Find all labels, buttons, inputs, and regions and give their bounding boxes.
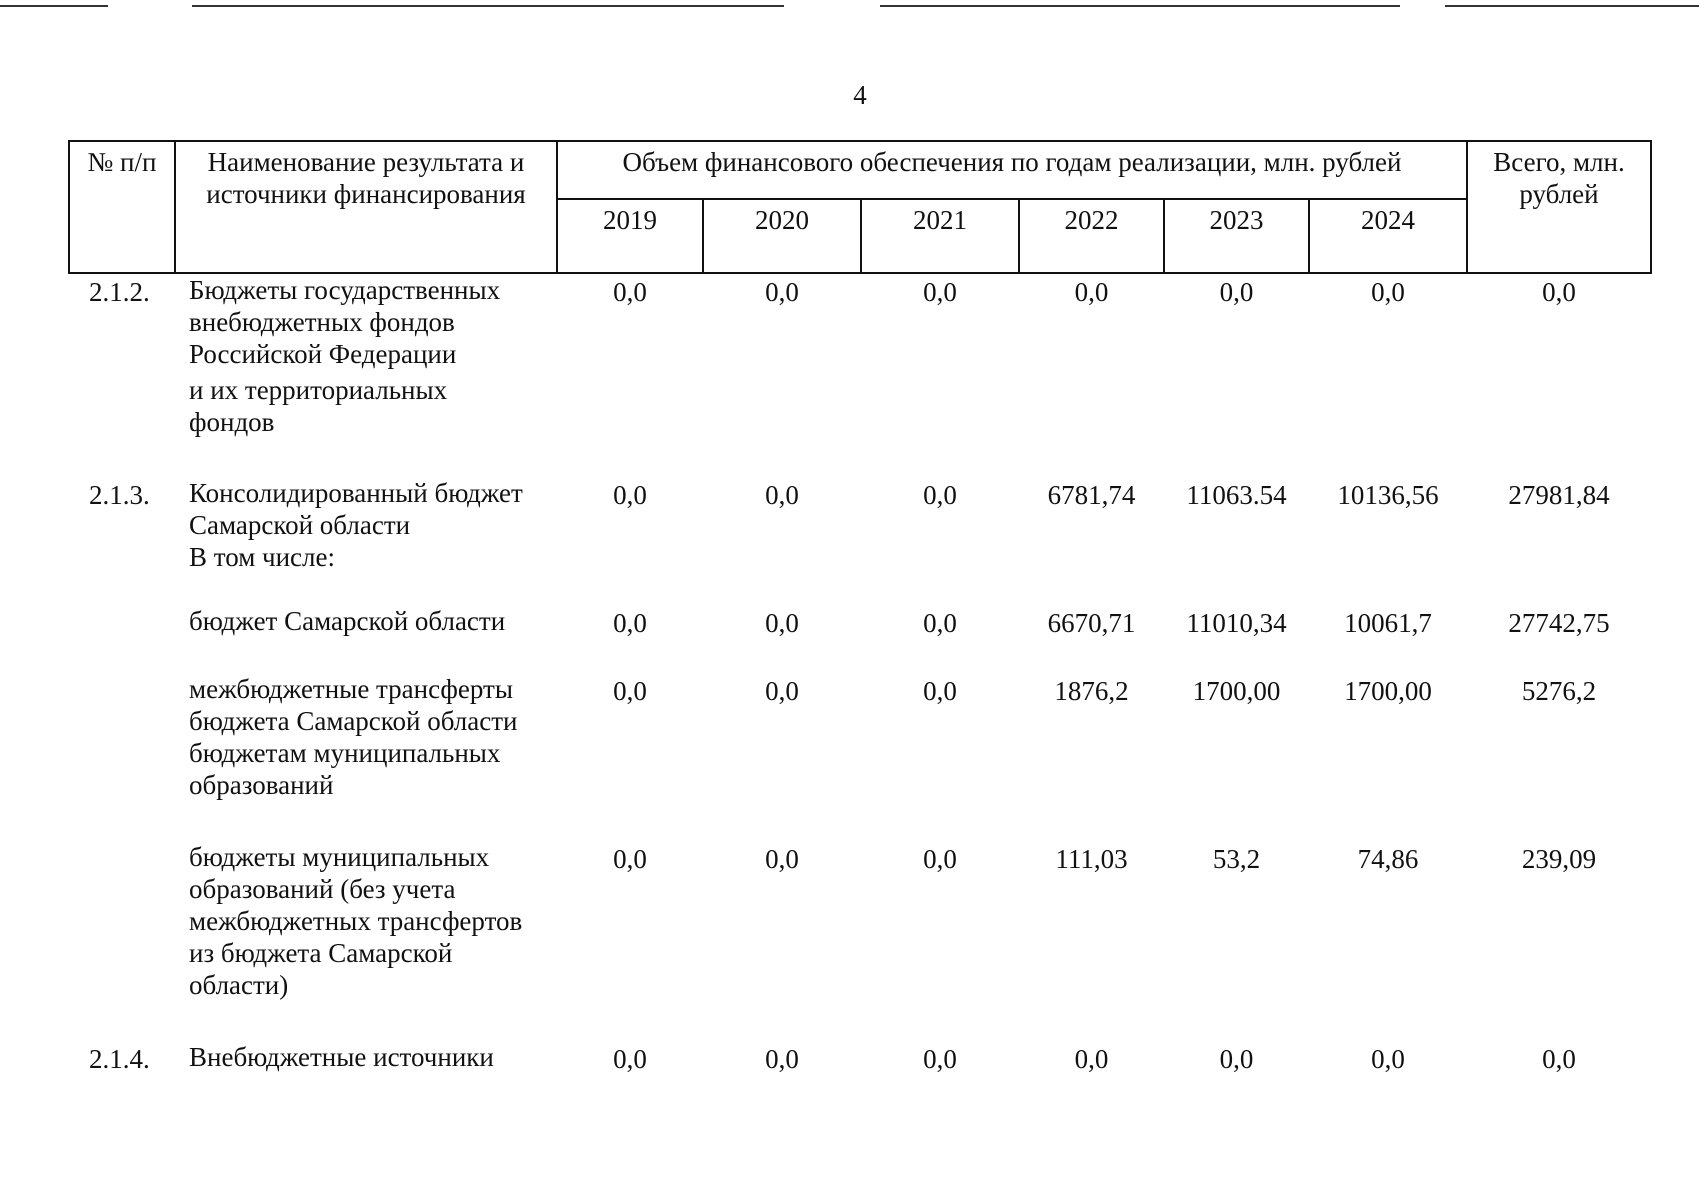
year-value-2023: 0,0 bbox=[1219, 277, 1254, 307]
row-name-line: бюджет Самарской области bbox=[189, 606, 506, 636]
header-total: Всего, млн. рублей bbox=[1467, 141, 1651, 273]
year-value-2022: 6670,71 bbox=[1047, 608, 1136, 638]
header-num: № п/п bbox=[69, 141, 175, 273]
row-name-line: образований (без учета bbox=[189, 874, 456, 904]
year-value-2021: 0,0 bbox=[923, 676, 957, 706]
row-total: 239,09 bbox=[1521, 844, 1597, 874]
row-number: 2.1.3. bbox=[89, 480, 150, 510]
year-value-2021: 0,0 bbox=[923, 608, 957, 638]
row-name-line: фондов bbox=[189, 407, 275, 437]
header-year: 2020 bbox=[703, 199, 861, 273]
row-total: 27981,84 bbox=[1508, 480, 1610, 510]
row-name-line: межбюджетных трансфертов bbox=[189, 906, 523, 936]
row-name bbox=[175, 673, 557, 841]
row-number: 2.1.4. bbox=[89, 1044, 150, 1074]
header-name: Наименование результата и источники финансирования bbox=[175, 141, 557, 273]
year-value-2021: 0,0 bbox=[923, 1044, 957, 1074]
year-value-2020: 0,0 bbox=[765, 480, 799, 510]
row-name-line: бюджеты муниципальных bbox=[189, 842, 490, 872]
table-row bbox=[69, 477, 1651, 605]
row-name bbox=[175, 605, 557, 673]
row-total: 0,0 bbox=[1542, 1044, 1576, 1074]
year-value-2023: 0,0 bbox=[1219, 1044, 1254, 1074]
year-value-2024: 74,86 bbox=[1357, 844, 1419, 874]
year-value-2019: 0,0 bbox=[613, 1044, 647, 1074]
row-number bbox=[69, 605, 175, 673]
table-row bbox=[69, 1041, 1651, 1101]
table-row bbox=[69, 273, 1651, 477]
row-name-line: Бюджеты государственных bbox=[189, 275, 501, 305]
row-name-line: области) bbox=[189, 970, 289, 1000]
year-value-2020: 0,0 bbox=[765, 676, 799, 706]
year-value-2024: 10061,7 bbox=[1344, 608, 1432, 638]
year-value-2019: 0,0 bbox=[613, 844, 647, 874]
year-value-2019: 0,0 bbox=[613, 277, 647, 307]
row-name-line: Консолидированный бюджет bbox=[189, 478, 523, 508]
year-value-2024: 0,0 bbox=[1371, 277, 1405, 307]
financing-table bbox=[68, 140, 1652, 1101]
row-number bbox=[69, 673, 175, 841]
header-year: 2024 bbox=[1309, 199, 1467, 273]
year-value-2022: 6781,74 bbox=[1047, 480, 1136, 510]
year-value-2022: 111,03 bbox=[1055, 844, 1128, 874]
row-name-line: межбюджетные трансферты bbox=[189, 674, 513, 704]
year-value-2023: 11010,34 bbox=[1186, 608, 1287, 638]
year-value-2023: 11063.54 bbox=[1186, 480, 1287, 510]
row-name-line: Внебюджетные источники bbox=[189, 1042, 494, 1072]
header-year: 2019 bbox=[557, 199, 703, 273]
scan-artifact-line bbox=[0, 5, 1699, 8]
header-year: 2023 bbox=[1164, 199, 1309, 273]
table-row bbox=[69, 605, 1651, 673]
year-value-2024: 0,0 bbox=[1371, 1044, 1405, 1074]
year-value-2024: 1700,00 bbox=[1344, 676, 1432, 706]
row-name-line: и их территориальных bbox=[189, 375, 448, 405]
row-name bbox=[175, 1041, 557, 1101]
year-value-2023: 1700,00 bbox=[1192, 676, 1281, 706]
row-number bbox=[69, 841, 175, 1041]
year-value-2019: 0,0 bbox=[613, 676, 647, 706]
table-row bbox=[69, 673, 1651, 841]
row-number: 2.1.2. bbox=[89, 277, 150, 307]
row-name-line: Российской Федерации bbox=[189, 339, 457, 369]
year-value-2024: 10136,56 bbox=[1337, 480, 1439, 510]
row-name bbox=[175, 273, 557, 477]
row-name-line: образований bbox=[189, 770, 334, 800]
header-year: 2022 bbox=[1019, 199, 1164, 273]
year-value-2020: 0,0 bbox=[765, 608, 799, 638]
header-years-group: Объем финансового обеспечения по годам реализации, млн. рублей bbox=[557, 141, 1467, 199]
year-value-2022: 1876,2 bbox=[1054, 676, 1129, 706]
row-total: 5276,2 bbox=[1521, 676, 1597, 706]
row-name-line: В том числе: bbox=[189, 542, 335, 572]
row-total: 27742,75 bbox=[1508, 608, 1610, 638]
row-name-line: бюджета Самарской области bbox=[189, 706, 518, 736]
row-name-line: бюджетам муниципальных bbox=[189, 738, 501, 768]
year-value-2021: 0,0 bbox=[923, 277, 957, 307]
row-name-line: Самарской области bbox=[189, 510, 411, 540]
header-year: 2021 bbox=[861, 199, 1019, 273]
row-total: 0,0 bbox=[1542, 277, 1576, 307]
year-value-2020: 0,0 bbox=[765, 844, 799, 874]
year-value-2021: 0,0 bbox=[923, 844, 957, 874]
year-value-2020: 0,0 bbox=[765, 1044, 799, 1074]
row-name bbox=[175, 477, 557, 605]
year-value-2022: 0,0 bbox=[1074, 1044, 1109, 1074]
year-value-2019: 0,0 bbox=[613, 480, 647, 510]
year-value-2020: 0,0 bbox=[765, 277, 799, 307]
year-value-2023: 53,2 bbox=[1212, 844, 1261, 874]
table-row bbox=[69, 841, 1651, 1041]
row-name bbox=[175, 841, 557, 1041]
year-value-2021: 0,0 bbox=[923, 480, 957, 510]
row-name-line: внебюджетных фондов bbox=[189, 307, 455, 337]
page-number: 4 bbox=[853, 80, 867, 110]
year-value-2022: 0,0 bbox=[1074, 277, 1109, 307]
row-name-line: из бюджета Самарской bbox=[189, 938, 453, 968]
year-value-2019: 0,0 bbox=[613, 608, 647, 638]
